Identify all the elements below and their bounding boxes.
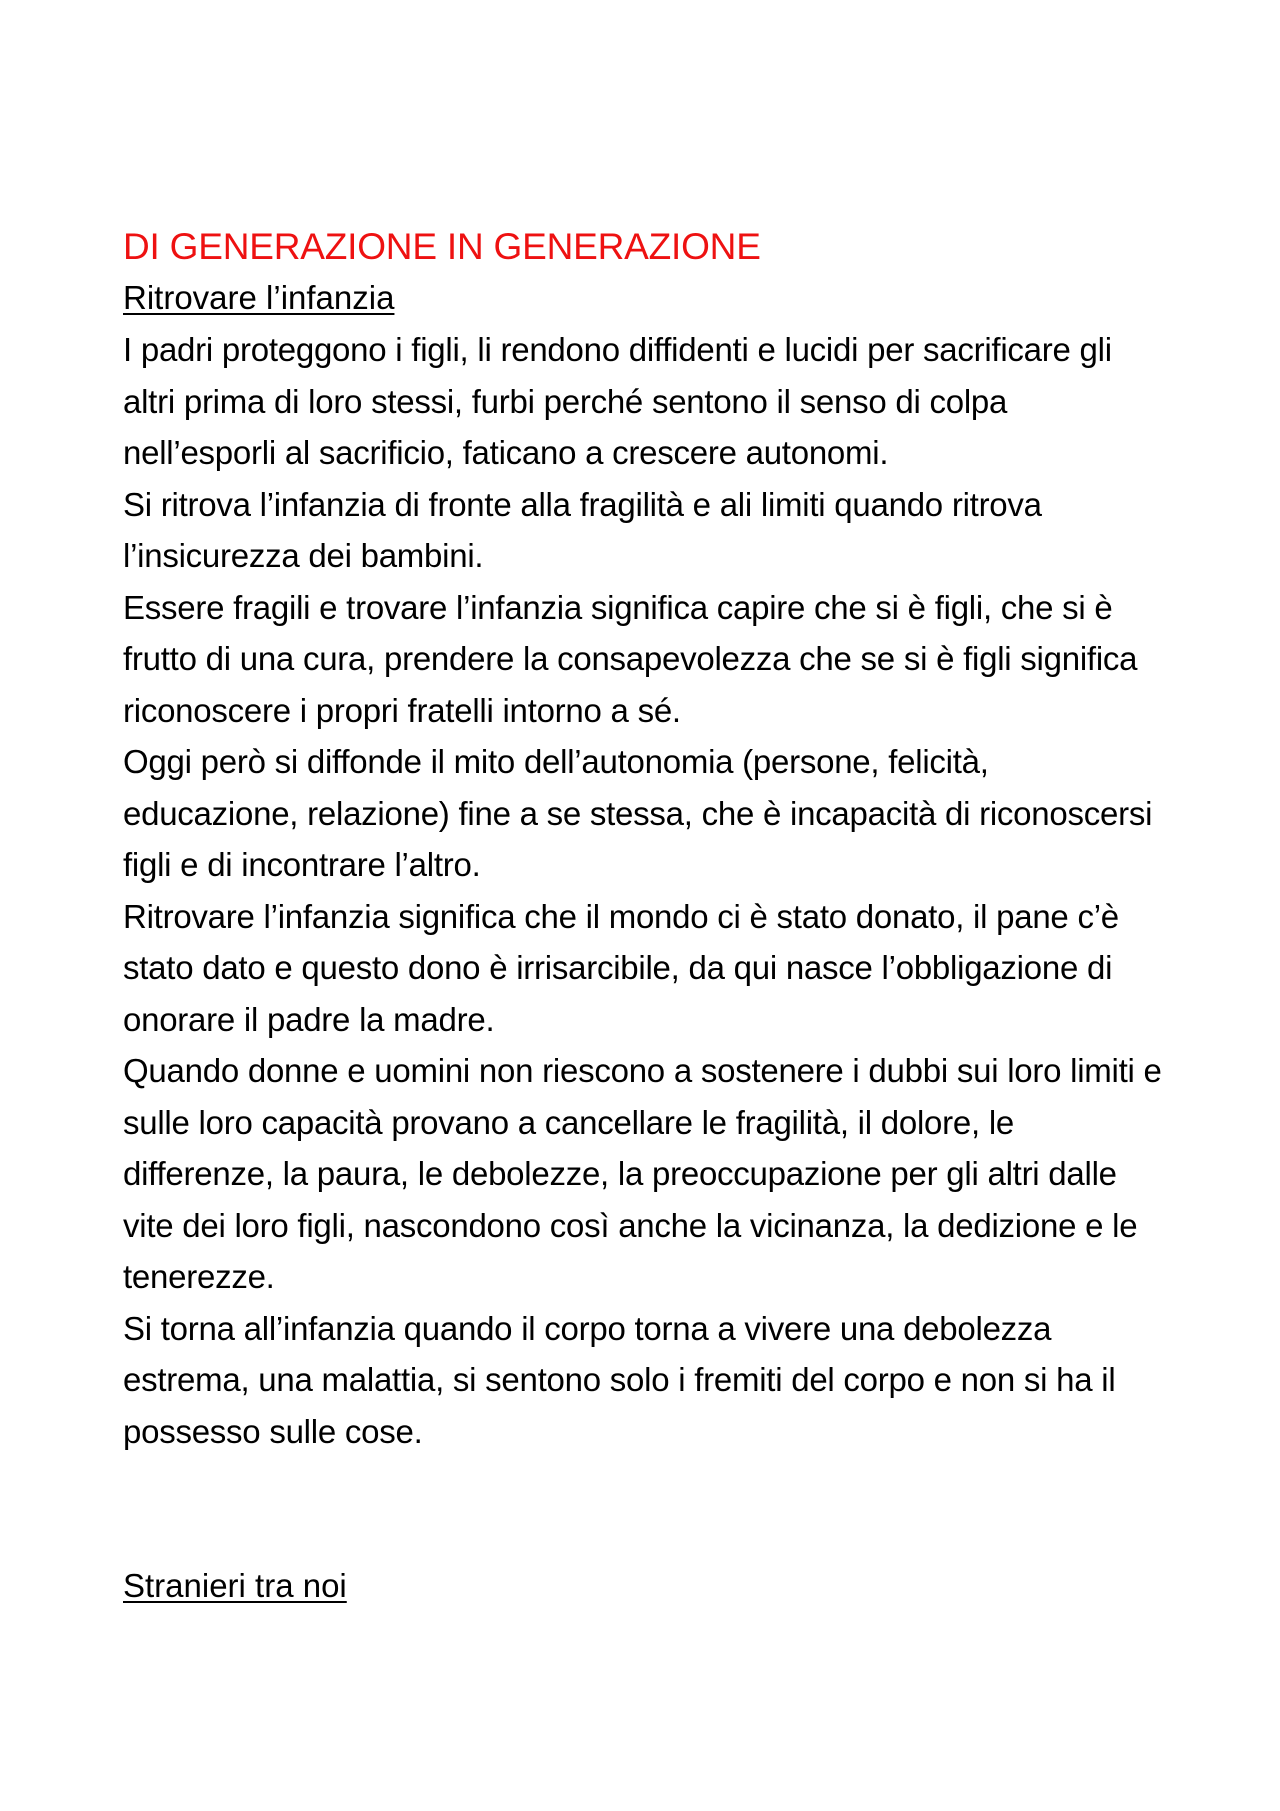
- paragraph-2: Si ritrova l’infanzia di fronte alla fragilità e ali limiti quando ritrova l’insicurezza dei bambini.: [123, 485, 1042, 574]
- document-title: DI GENERAZIONE IN GENERAZIONE: [123, 226, 761, 267]
- document-content: [123, 222, 1163, 1612]
- paragraph-1: I padri proteggono i figli, li rendono diffidenti e lucidi per sacrificare gli altri prima di loro stessi, furbi perché sentono il senso di colpa nell’esporli al sacrificio, faticano a crescere autonomi.: [123, 331, 1112, 471]
- paragraph-7: Si torna all’infanzia quando il corpo torna a vivere una debolezza estrema, una malattia, si sentono solo i fremiti del corpo e non si ha il possesso sulle cose.: [123, 1309, 1116, 1450]
- section-heading-ritrovare-infanzia: Ritrovare l’infanzia: [123, 279, 395, 316]
- paragraph-3: Essere fragili e trovare l’infanzia significa capire che si è figli, che si è frutto di una cura, prendere la consapevolezza che se si è figli significa riconoscere i propri fratelli intorno a sé.: [123, 588, 1138, 729]
- section-spacer: [123, 1457, 1163, 1560]
- paragraph-4: Oggi però si diffonde il mito dell’autonomia (persone, felicità, educazione, relazione) fine a se stessa, che è incapacità di riconoscersi figli e di incontrare l’altro.: [123, 743, 1153, 883]
- paragraph-5: Ritrovare l’infanzia significa che il mondo ci è stato donato, il pane c’è stato dato e questo dono è irrisarcibile, da qui nasce l’obbligazione di onorare il padre la madre.: [123, 897, 1119, 1038]
- paragraph-6: Quando donne e uomini non riescono a sostenere i dubbi sui loro limiti e sulle loro capacità provano a cancellare le fragilità, il dolore, le differenze, la paura, le debolezze, la preoccupazione per gli altri dalle vite dei loro figli, nascondono così anche la vicinanza, la dedizione e le tenerezze.: [123, 1052, 1162, 1295]
- section-heading-stranieri-tra-noi: Stranieri tra noi: [123, 1567, 347, 1604]
